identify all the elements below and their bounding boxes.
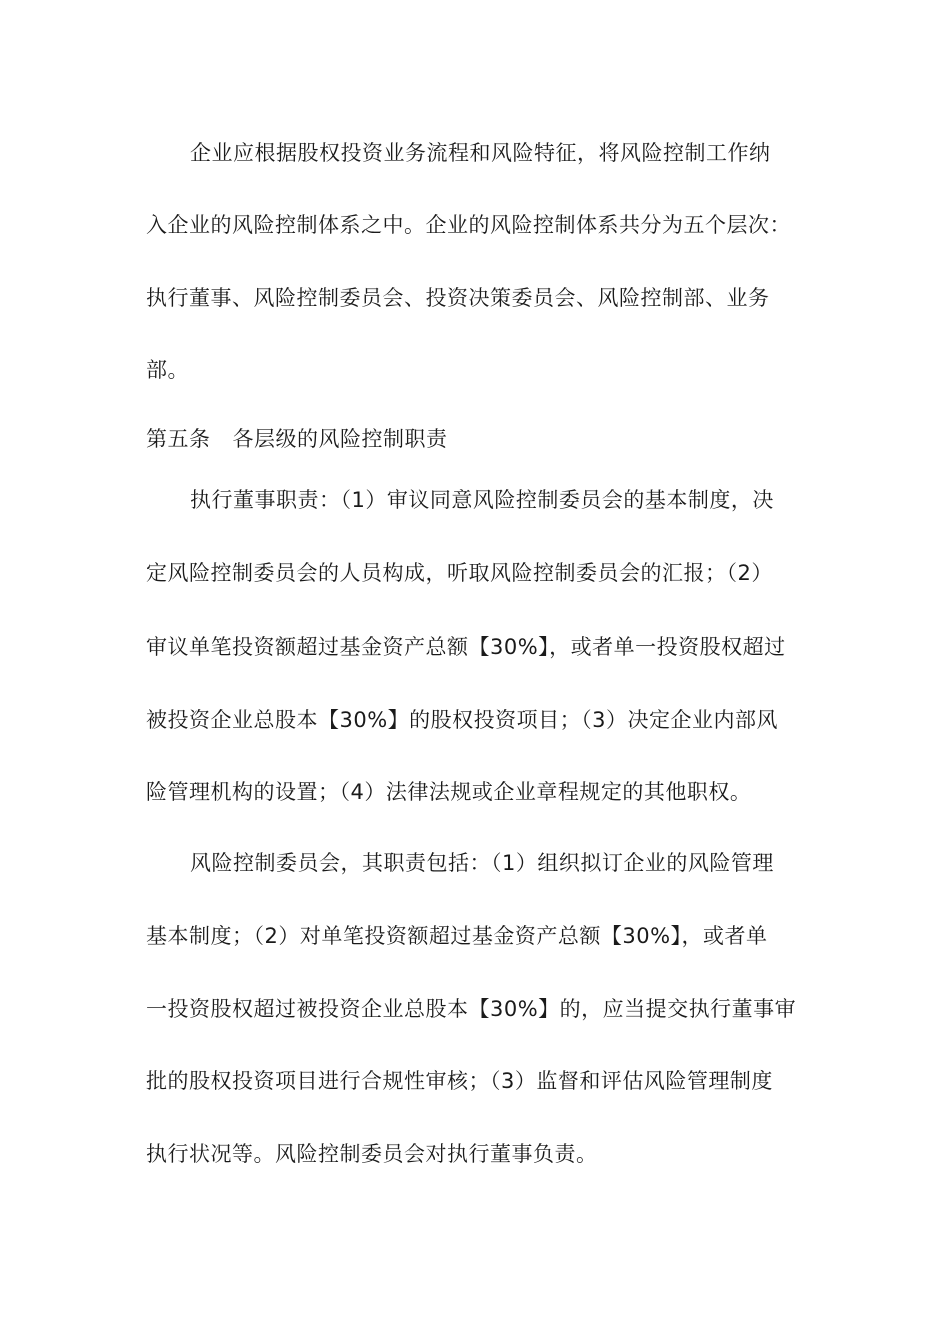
paragraph-2-line-5: 险管理机构的设置；（4）法律法规或企业章程规定的其他职权。 — [146, 780, 752, 804]
article-number: 第五条 — [146, 427, 211, 451]
paragraph-2-line-4: 被投资企业总股本【30%】的股权投资项目；（3）决定企业内部风 — [146, 708, 779, 732]
paragraph-3-line-5: 执行状况等。风险控制委员会对执行董事负责。 — [146, 1142, 598, 1166]
paragraph-3-line-1: 风险控制委员会，其职责包括：（1）组织拟订企业的风险管理 — [190, 851, 774, 875]
paragraph-3-line-4: 批的股权投资项目进行合规性审核；（3）监督和评估风险管理制度 — [146, 1069, 773, 1093]
paragraph-3-line-2: 基本制度；（2）对单笔投资额超过基金资产总额【30%】，或者单 — [146, 924, 768, 948]
article-title: 各层级的风险控制职责 — [232, 427, 448, 451]
paragraph-1-line-4: 部。 — [146, 358, 189, 382]
paragraph-2-line-1: 执行董事职责：（1）审议同意风险控制委员会的基本制度，决 — [190, 488, 774, 512]
paragraph-2-line-2: 定风险控制委员会的人员构成，听取风险控制委员会的汇报；（2） — [146, 561, 773, 585]
paragraph-3-line-3: 一投资股权超过被投资企业总股本【30%】的，应当提交执行董事审 — [146, 997, 797, 1021]
article-heading — [146, 424, 826, 454]
paragraph-2-line-3: 审议单笔投资额超过基金资产总额【30%】，或者单一投资股权超过 — [146, 635, 786, 659]
paragraph-1-line-3: 执行董事、风险控制委员会、投资决策委员会、风险控制部、业务 — [146, 286, 770, 310]
paragraph-1-line-2: 入企业的风险控制体系之中。企业的风险控制体系共分为五个层次： — [146, 213, 791, 237]
paragraph-1-line-1: 企业应根据股权投资业务流程和风险特征，将风险控制工作纳 — [190, 141, 771, 165]
